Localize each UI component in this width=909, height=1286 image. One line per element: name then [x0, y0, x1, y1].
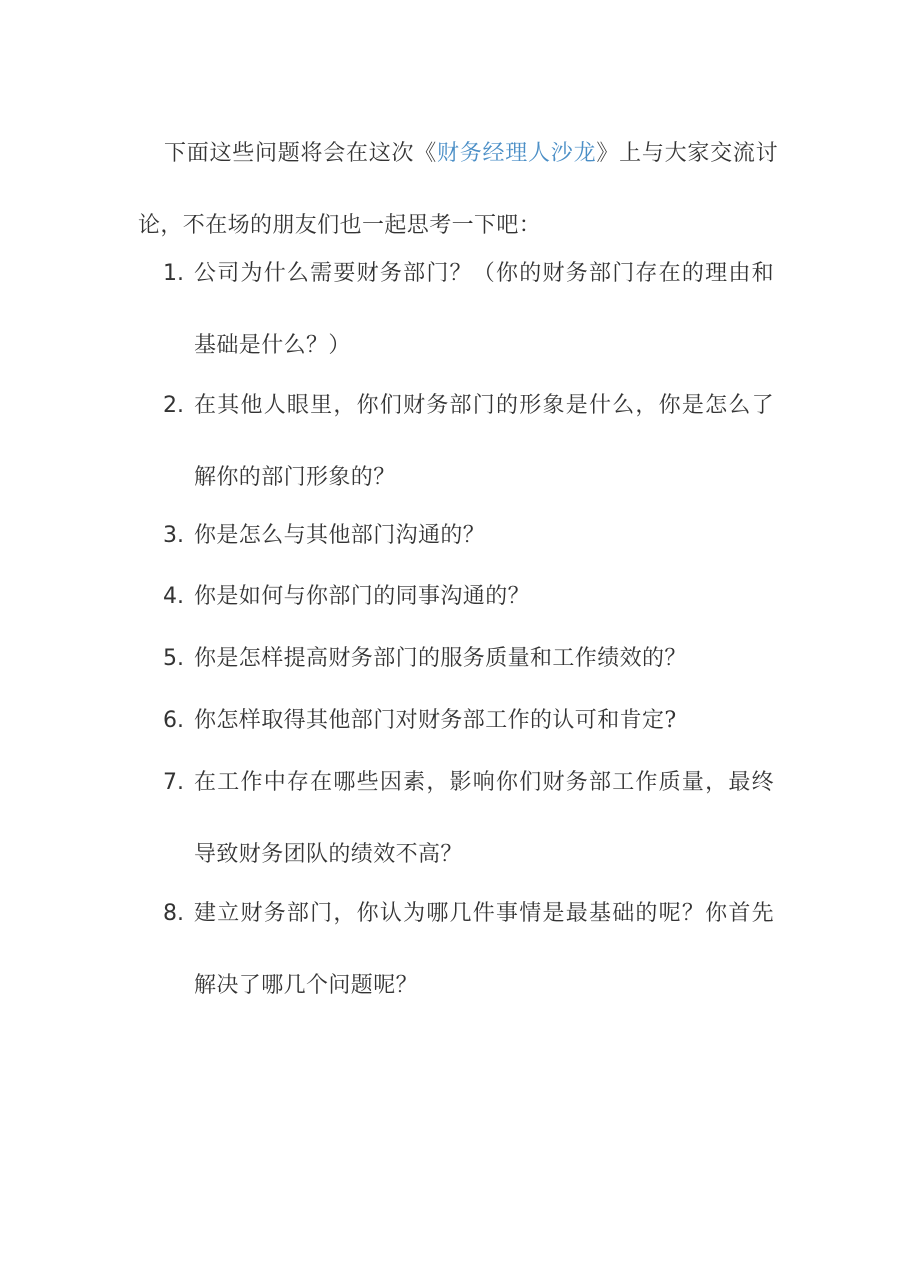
question-number: 6.: [163, 708, 184, 733]
question-number: 7.: [163, 770, 184, 795]
question-number: 5.: [163, 646, 184, 671]
question-text: 在工作中存在哪些因素，影响你们财务部工作质量，最终导致财务团队的绩效不高？: [194, 770, 774, 867]
question-number: 8.: [163, 901, 184, 926]
question-item-8: [163, 878, 783, 1022]
question-number: 1.: [163, 261, 184, 286]
question-text: 你怎样取得其他部门对财务部工作的认可和肯定?: [194, 708, 677, 733]
question-number: 2.: [163, 393, 184, 418]
question-text: 你是怎样提高财务部门的服务质量和工作绩效的？: [194, 646, 687, 671]
question-item-7: [163, 747, 783, 891]
question-text: 公司为什么需要财务部门？（你的财务部门存在的理由和基础是什么？）: [194, 261, 774, 358]
intro-text-before-link: 下面这些问题将会在这次《: [164, 141, 438, 166]
question-number: 3.: [163, 523, 184, 548]
question-item-2: [163, 370, 783, 514]
question-number: 4.: [163, 584, 184, 609]
question-text: 你是如何与你部门的同事沟通的？: [194, 584, 531, 609]
question-text: 建立财务部门，你认为哪几件事情是最基础的呢？你首先解决了哪几个问题呢？: [194, 901, 774, 998]
salon-title-link[interactable]: 财务经理人沙龙: [437, 141, 597, 166]
question-text: 在其他人眼里，你们财务部门的形象是什么，你是怎么了解你的部门形象的？: [194, 393, 774, 490]
intro-text-after-link: 》上与大家交流讨论，不在场的朋友们也一起思考一下吧：: [138, 141, 778, 238]
question-item-1: [163, 238, 783, 382]
question-text: 你是怎么与其他部门沟通的？: [194, 523, 486, 548]
